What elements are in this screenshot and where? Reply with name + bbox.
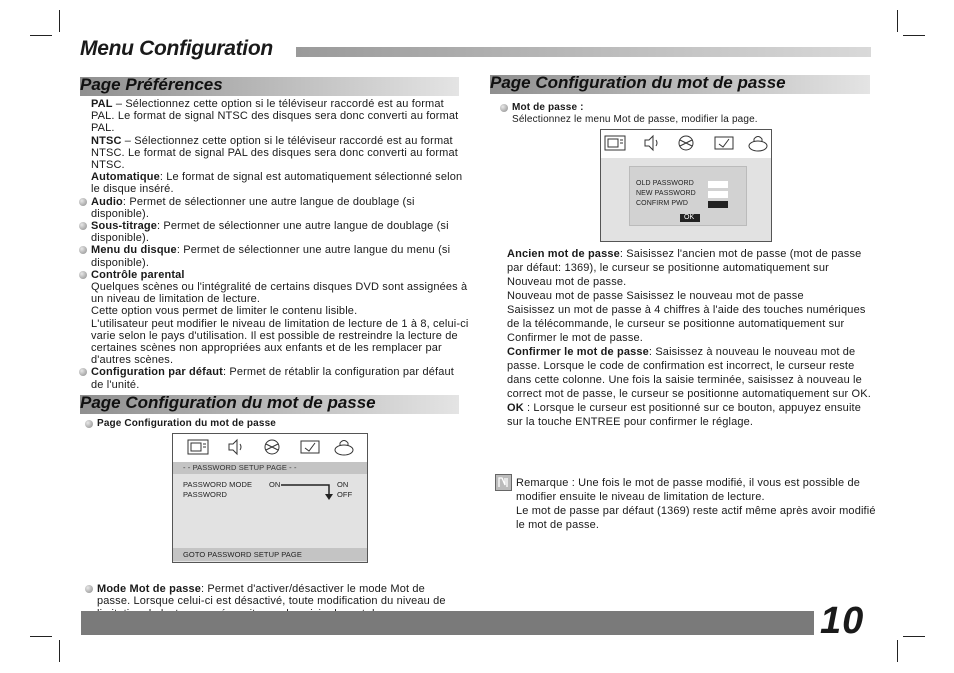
note-paragraph-2: Le mot de passe par défaut (1369) reste actif même après avoir modifié le mot de passe. bbox=[516, 505, 876, 531]
preference-setup-icon bbox=[299, 438, 321, 456]
default-config-item: Configuration par défaut: Permet de rétablir la configuration par défaut de l'unité. bbox=[91, 366, 469, 390]
lock-icon bbox=[747, 134, 769, 152]
screen-icon-row bbox=[173, 434, 367, 462]
crop-mark bbox=[30, 35, 52, 36]
option-off[interactable]: OFF bbox=[337, 490, 353, 499]
old-password-label: OLD PASSWORD bbox=[636, 180, 694, 187]
audio-setup-icon bbox=[639, 134, 661, 152]
section-heading-password-left bbox=[80, 395, 459, 414]
general-setup-icon bbox=[187, 438, 209, 456]
crop-mark bbox=[903, 35, 925, 36]
subtitles-item: Sous-titrage: Permet de sélectionner une autre langue de doublage (si disponible). bbox=[91, 220, 469, 244]
ok-button[interactable]: OK bbox=[680, 214, 700, 222]
mdp-item: Mot de passe : Sélectionnez le menu Mot de passe, modifier la page. bbox=[512, 102, 862, 126]
preference-setup-icon bbox=[713, 134, 735, 152]
password-dialog bbox=[629, 166, 747, 226]
screen-icon-row bbox=[601, 130, 771, 158]
screen-footer-bar bbox=[173, 548, 367, 561]
password-change-screen bbox=[600, 129, 772, 242]
title-bar bbox=[296, 47, 871, 57]
footer-bar bbox=[81, 611, 814, 635]
new-password-paragraph-1: Nouveau mot de passe Saisissez le nouveau mot de passe bbox=[507, 290, 804, 302]
section-heading-text: Page Configuration du mot de passe bbox=[490, 73, 786, 92]
preferences-body bbox=[91, 98, 469, 391]
page-number: 10 bbox=[820, 600, 865, 642]
mdp-text: Sélectionnez le menu Mot de passe, modifier la page. bbox=[512, 114, 758, 126]
parental-text-3: L'utilisateur peut modifier le niveau de limitation de lecture de 1 à 8, celui-ci varie selon le pays d'utilisation. Il est possible de restreindre la lecture de certaines scènes non appropriées aux enfants et de les remplacer par d'autres scènes. bbox=[91, 317, 469, 367]
parental-text-1: Quelques scènes ou l'intégralité de certains disques DVD sont assignées à un niveau de limitation de lecture. bbox=[91, 281, 468, 306]
option-on[interactable]: ON bbox=[337, 480, 349, 489]
general-setup-icon bbox=[604, 134, 626, 152]
new-password-label: NEW PASSWORD bbox=[636, 190, 696, 197]
crop-mark bbox=[897, 640, 898, 662]
screen-header-text: - - PASSWORD SETUP PAGE - - bbox=[183, 463, 297, 472]
section-heading-password-right bbox=[490, 75, 870, 94]
password-fields-description bbox=[507, 247, 874, 429]
crop-mark bbox=[903, 636, 925, 637]
confirm-password-label: CONFIRM PWD bbox=[636, 200, 689, 207]
arrow-down-icon bbox=[281, 483, 333, 501]
note-text bbox=[516, 476, 876, 532]
confirm-paragraph: Confirmer le mot de passe: Saisissez à nouveau le nouveau mot de passe. Lorsque le code de confirmation est incorrect, le curseur reste dans cette colonne. Une fois la saisie terminée, saisissez à nouveau le correct mot de passe, le curseur se positionne automatiquement sur OK. bbox=[507, 346, 871, 400]
password-label: PASSWORD bbox=[183, 490, 227, 499]
crop-mark bbox=[59, 10, 60, 32]
pal-paragraph: PAL – Sélectionnez cette option si le téléviseur raccordé est au format PAL. Le format de signal NTSC des disques sera donc converti au format PAL. bbox=[91, 98, 459, 135]
password-setup-screen bbox=[172, 433, 368, 563]
section-heading-text: Page Configuration du mot de passe bbox=[80, 393, 376, 412]
audio-item: Audio: Permet de sélectionner une autre langue de doublage (si disponible). bbox=[91, 196, 469, 220]
note-paragraph-1: Remarque : Une fois le mot de passe modifié, il vous est possible de modifier ensuite le niveau de limitation de lecture. bbox=[516, 477, 861, 503]
ntsc-paragraph: NTSC – Sélectionnez cette option si le téléviseur raccordé est au format NTSC. Le format de signal PAL des disques sera donc converti au format NTSC. bbox=[91, 134, 458, 172]
parental-item: Contrôle parental bbox=[91, 269, 469, 281]
confirm-password-field[interactable] bbox=[708, 201, 728, 208]
section-heading-text: Page Préférences bbox=[80, 75, 223, 94]
password-mode-value: ON bbox=[269, 480, 281, 489]
crop-mark bbox=[30, 636, 52, 637]
crop-mark bbox=[897, 10, 898, 32]
ok-paragraph: OK : Lorsque le curseur est positionné sur ce bouton, appuyez ensuite sur la touche ENTREE pour confirmer le réglage. bbox=[507, 402, 862, 428]
goto-password-setup[interactable]: GOTO PASSWORD SETUP PAGE bbox=[183, 550, 302, 559]
auto-paragraph: Automatique: Le format de signal est automatiquement sélectionné selon le disque inséré. bbox=[91, 171, 463, 196]
note-icon bbox=[495, 474, 512, 491]
audio-setup-icon bbox=[223, 438, 245, 456]
new-password-field[interactable] bbox=[708, 191, 728, 198]
password-mode-item: Mode Mot de passe: Permet d'activer/désactiver le mode Mot de passe. Lorsque celui-ci est désactivé, toute modification du niveau de bbox=[97, 583, 459, 620]
section-heading-preferences bbox=[80, 77, 459, 96]
disc-menu-item: Menu du disque: Permet de sélectionner une autre langue du menu (si disponible). bbox=[91, 244, 469, 268]
old-password-field[interactable] bbox=[708, 181, 728, 188]
dolby-setup-icon bbox=[675, 134, 697, 152]
dolby-setup-icon bbox=[261, 438, 283, 456]
new-password-paragraph-2: Saisissez un mot de passe à 4 chiffres à l'aide des touches numériques de la télécommande, le curseur se positionne automatiquement sur Confirmer le mot de passe. bbox=[507, 304, 866, 344]
crop-mark bbox=[59, 640, 60, 662]
screen-header-bar bbox=[173, 462, 367, 474]
password-sub-item: Page Configuration du mot de passe bbox=[97, 418, 457, 430]
page-title: Menu Configuration bbox=[80, 37, 273, 60]
lock-icon bbox=[333, 438, 355, 456]
old-password-paragraph: Ancien mot de passe: Saisissez l'ancien mot de passe (mot de passe par défaut: 1369), le curseur se positionne automatiquement sur Nouveau mot de passe. bbox=[507, 248, 862, 288]
password-mode-label: PASSWORD MODE bbox=[183, 480, 253, 489]
parental-text-2: Cette option vous permet de limiter le contenu lisible. bbox=[91, 305, 358, 318]
